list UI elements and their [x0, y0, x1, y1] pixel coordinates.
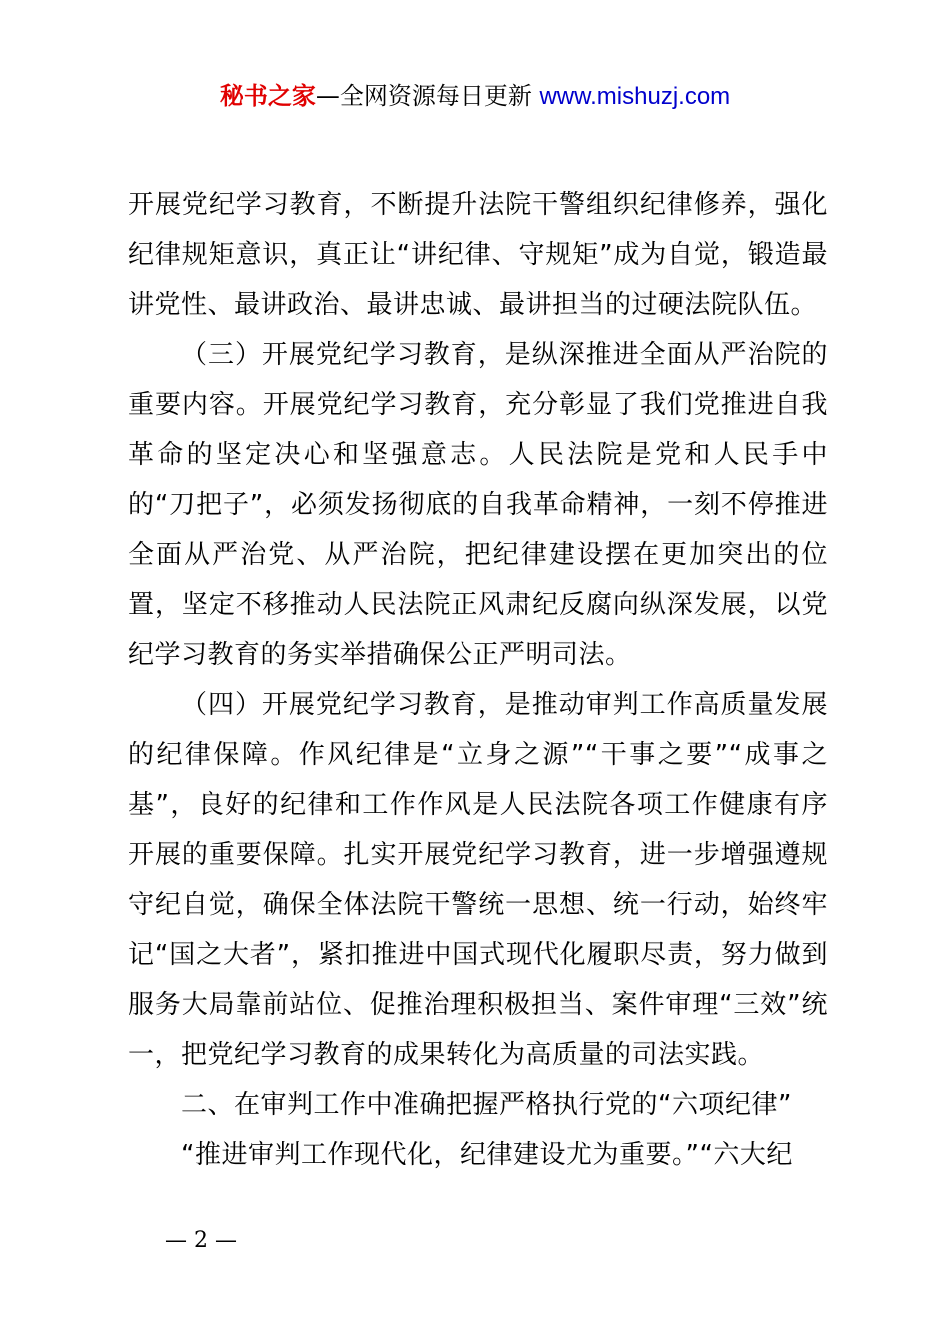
paragraph-continuation: 开展党纪学习教育，不断提升法院干警组织纪律修养，强化纪律规矩意识，真正让“讲纪律、守规矩”成为自觉，锻造最讲党性、最讲政治、最讲忠诚、最讲担当的过硬法院队伍。: [128, 190, 828, 320]
section-heading-two: 二、在审判工作中准确把握严格执行党的“六项纪律”: [181, 1090, 792, 1120]
paragraph-section-four: （四）开展党纪学习教育，是推动审判工作高质量发展的纪律保障。作风纪律是“立身之源”“干事之要”“成事之基”，良好的纪律和工作作风是人民法院各项工作健康有序开展的重要保障。扎实开展党纪学习教育，进一步增强遵规守纪自觉，确保全体法院干警统一思想、统一行动，始终牢记“国之大者”，紧扣推进中国式现代化履职尽责，努力做到服务大局靠前站位、促推治理积极担当、案件审理“三效”统一，把党纪学习教育的成果转化为高质量的司法实践。: [128, 690, 828, 1070]
banner-brand: 秘书之家: [219, 82, 316, 110]
page-number: — 2 —: [165, 1228, 237, 1253]
site-banner: [0, 78, 950, 115]
document-body: [128, 180, 828, 1180]
banner-slogan: —全网资源每日更新: [315, 82, 540, 110]
paragraph-section-three: （三）开展党纪学习教育，是纵深推进全面从严治院的重要内容。开展党纪学习教育，充分彰显了我们党推进自我革命的坚定决心和坚强意志。人民法院是党和人民手中的“刀把子”，必须发扬彻底的自我革命精神，一刻不停推进全面从严治党、从严治院，把纪律建设摆在更加突出的位置，坚定不移推动人民法院正风肃纪反腐向纵深发展，以党纪学习教育的务实举措确保公正严明司法。: [128, 340, 828, 670]
banner-url-link[interactable]: www.mishuzj.com: [539, 83, 731, 110]
paragraph-quote-start: “推进审判工作现代化，纪律建设尤为重要。”“六大纪: [181, 1140, 793, 1170]
